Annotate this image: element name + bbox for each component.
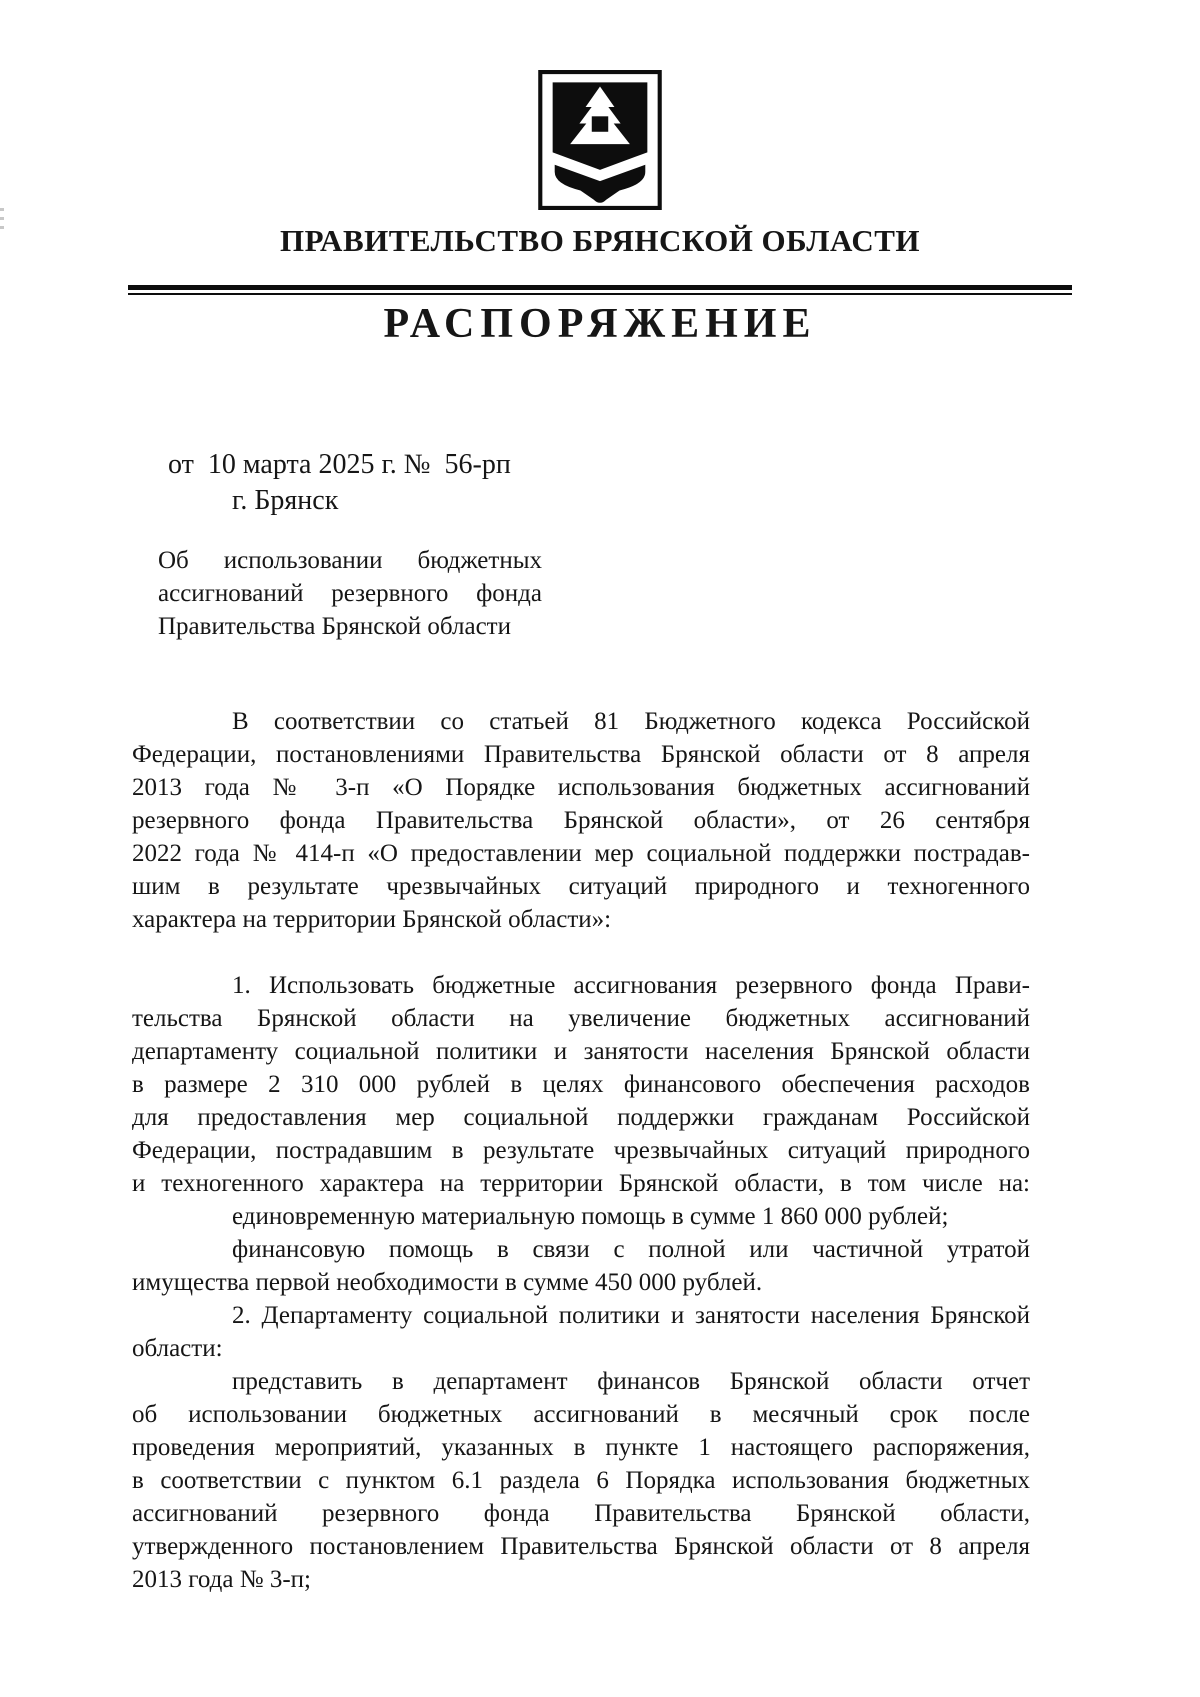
text-line: департаменту социальной политики и занятости населения Брянской области [132,1038,1030,1065]
place-line: г. Брянск [232,485,339,516]
text-line: в соответствии с пунктом 6.1 раздела 6 Порядка использования бюджетных [132,1467,1030,1494]
text-line: имущества первой необходимости в сумме 450 000 рублей. [132,1269,763,1296]
text-line: области: [132,1335,223,1362]
text-line: резервного фонда Правительства Брянской области», от 26 сентября [132,807,1030,834]
text-line: представить в департамент финансов Брянской области отчет [232,1368,1030,1395]
scan-artifact [0,208,4,232]
subject-block [158,544,542,643]
emblem-center-mark [592,116,608,131]
text-line: финансовую помощь в связи с полной или частичной утратой [232,1236,1030,1263]
bryansk-oblast-coat-of-arms-icon [538,70,662,210]
text-line: в размере 2 310 000 рублей в целях финансового обеспечения расходов [132,1071,1030,1098]
letterhead-double-rule [128,285,1072,295]
text-line: для предоставления мер социальной поддержки гражданам Российской [132,1104,1030,1131]
date-and-number-line: от 10 марта 2025 г. № 56-рп [168,449,511,480]
text-line: ассигнований резервного фонда Правительства Брянской области, [132,1500,1030,1527]
text-line: единовременную материальную помощь в сумме 1 860 000 рублей; [232,1203,949,1230]
text-line: Правительства Брянской области [158,613,511,640]
text-line: 2013 года № 3-п «О Порядке использования бюджетных ассигнований [132,774,1030,801]
text-line: проведения мероприятий, указанных в пункте 1 настоящего распоряжения, [132,1434,1030,1461]
resolution-body [132,969,1030,1596]
text-line: ассигнований резервного фонда [158,580,542,607]
text-line: об использовании бюджетных ассигнований в месячный срок после [132,1401,1030,1428]
text-line: Федерации, постановлениями Правительства Брянской области от 8 апреля [132,741,1030,768]
text-line: 2022 года № 414-п «О предоставлении мер социальной поддержки пострадав- [132,840,1030,867]
text-line: шим в результате чрезвычайных ситуаций природного и техногенного [132,873,1030,900]
text-line: утвержденного постановлением Правительства Брянской области от 8 апреля [132,1533,1030,1560]
text-line: 1. Использовать бюджетные ассигнования резервного фонда Прави- [232,972,1030,999]
text-line: 2013 года № 3-п; [132,1566,311,1593]
text-line: характера на территории Брянской области»: [132,906,612,933]
text-line: Федерации, пострадавшим в результате чрезвычайных ситуаций природного [132,1137,1030,1164]
text-line: 2. Департаменту социальной политики и занятости населения Брянской [232,1302,1030,1329]
text-line: Об использовании бюджетных [158,547,542,574]
organization-name: ПРАВИТЕЛЬСТВО БРЯНСКОЙ ОБЛАСТИ [279,223,921,258]
preamble-paragraph [132,705,1030,936]
text-line: тельства Брянской области на увеличение бюджетных ассигнований [132,1005,1030,1032]
document-type-title: РАСПОРЯЖЕНИЕ [383,301,817,347]
text-line: В соответствии со статьей 81 Бюджетного кодекса Российской [232,708,1030,735]
text-line: и техногенного характера на территории Брянской области, в том числе на: [132,1170,1030,1197]
